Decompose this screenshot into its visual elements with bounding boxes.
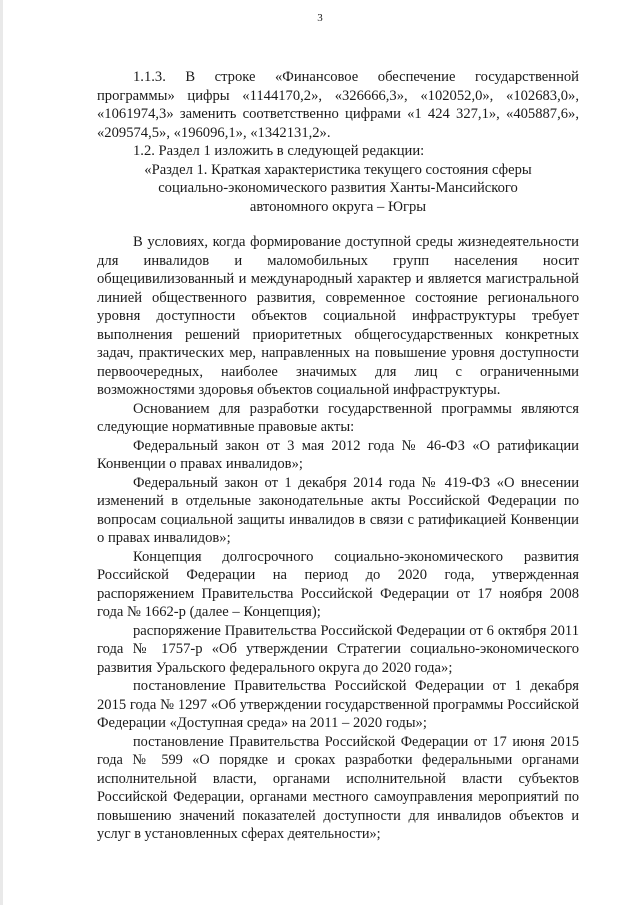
page-number: 3 [317, 12, 323, 24]
section-heading-line-2: социально-экономического развития Ханты-Мансийского [158, 180, 518, 196]
paragraph-law-419-fz: Федеральный закон от 1 декабря 2014 года № 419-ФЗ «О внесении изменений в отдельные законодательные акты Российской Федерации по вопросам социальной защиты инвалидов в связи с ратификацией Конвенции о правах инвалидов»; [97, 474, 579, 546]
paragraph-conditions: В условиях, когда формирование доступной среды жизнедеятельности для инвалидов и маломобильных групп населения носит общецивилизованный и международный характер и является магистральной линией общественного развития, современное состояние регионального уровня доступности объектов социальной инфраструктуры требует выполнения решений приоритетных общегосударственных конкретных задач, практических мер, направленных на повышение уровня доступности первоочередных, наиболее значимых для лиц с ограниченными возможностями здоровья объектов социальной инфраструктуры. [97, 234, 579, 398]
section-heading-line-3: автономного округа – Югры [249, 198, 427, 215]
section-heading-line-1: «Раздел 1. Краткая характеристика текущего состояния сферы [144, 161, 532, 178]
paragraph-resolution-1297: постановление Правительства Российской Федерации от 1 декабря 2015 года № 1297 «Об утверждении государственной программы Российской Федерации «Доступная среда» на 2011 – 2020 годы»; [97, 678, 579, 731]
scan-left-edge [0, 0, 3, 905]
paragraph-legal-basis: Основанием для разработки государственной программы являются следующие нормативные правовые акты: [97, 400, 579, 435]
paragraph-amendment-1-1-3: 1.1.3. В строке «Финансовое обеспечение государственной программы» цифры «1144170,2», «326666,3», «102052,0», «102683,0», «1061974,3» заменить соответственно цифрами «1 424 327,1», «405887,6», «209574,5», «196096,1», «1342131,2». [97, 69, 579, 141]
paragraph-resolution-599: постановление Правительства Российской Федерации от 17 июня 2015 года № 599 «О порядке и сроках разработки федеральными органами исполнительной власти, органами исполнительной власти субъектов Российской Федерации, органами местного самоуправления мероприятий по повышению значений показателей доступности для инвалидов объектов и услуг в установленных сферах деятельности»; [97, 733, 579, 842]
paragraph-concept-2020: Концепция долгосрочного социально-экономического развития Российской Федерации на период до 2020 года, утвержденная распоряжением Правительства Российской Федерации от 17 ноября 2008 года № 1662-р (далее – Концепция); [97, 548, 579, 620]
document-body [97, 68, 579, 844]
paragraph-amendment-1-2: 1.2. Раздел 1 изложить в следующей редакции: [133, 143, 425, 159]
paragraph-law-46-fz: Федеральный закон от 3 мая 2012 года № 46-ФЗ «О ратификации Конвенции о правах инвалидов»; [97, 437, 579, 472]
paragraph-order-1757-r: распоряжение Правительства Российской Федерации от 6 октября 2011 года № 1757-р «Об утверждении Стратегии социально-экономического развития Уральского федерального округа до 2020 года»; [97, 622, 579, 676]
